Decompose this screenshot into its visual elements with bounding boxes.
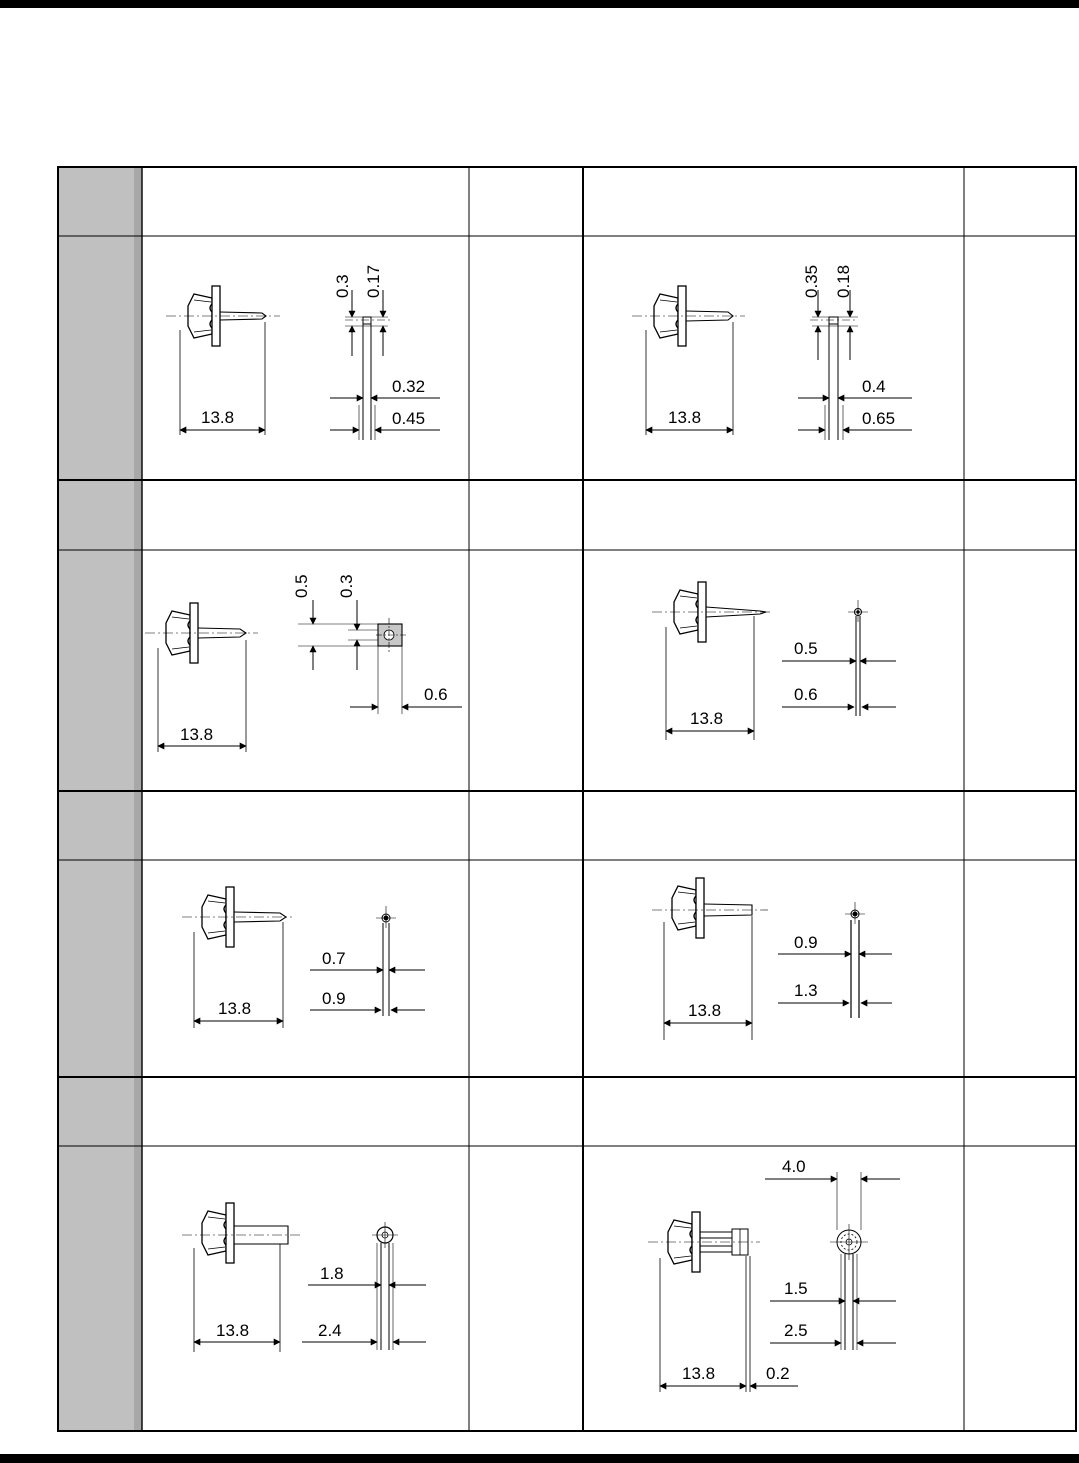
dim-label: 0.9 xyxy=(794,933,818,952)
dim-label: 0.2 xyxy=(766,1364,790,1383)
dim-label: 0.9 xyxy=(322,989,346,1008)
dim-label: 0.6 xyxy=(424,685,448,704)
label-column xyxy=(58,167,142,1431)
dim-length: 13.8 xyxy=(682,1364,716,1383)
dim-label: 0.5 xyxy=(794,639,818,658)
dim-length: 13.8 xyxy=(180,725,214,744)
tip-dims-1 xyxy=(201,265,425,428)
dim-label: 1.5 xyxy=(784,1279,808,1298)
dim-label: 0.3 xyxy=(337,574,356,598)
dim-label: 2.5 xyxy=(784,1321,808,1340)
tip-dims-6 xyxy=(688,933,818,1020)
tip-dims-8 xyxy=(682,1157,808,1383)
dim-length: 13.8 xyxy=(668,408,702,427)
dim-length: 13.8 xyxy=(688,1001,722,1020)
tip-dims-5 xyxy=(218,949,346,1018)
tip-dims-2 xyxy=(668,265,895,428)
dim-length: 13.8 xyxy=(690,709,724,728)
dim-label: 4.0 xyxy=(782,1157,806,1176)
tip-drawing-8 xyxy=(648,1172,900,1392)
dim-label: 0.17 xyxy=(364,264,383,298)
dim-label: 0.65 xyxy=(862,409,896,428)
dim-label: 0.3 xyxy=(333,274,352,298)
bottom-rule xyxy=(0,1454,1079,1463)
dim-label: 2.4 xyxy=(318,1321,342,1340)
dim-length: 13.8 xyxy=(218,999,252,1018)
tip-dims-3 xyxy=(180,574,448,744)
dim-label: 0.35 xyxy=(802,264,821,298)
dim-length: 13.8 xyxy=(216,1321,250,1340)
dim-label: 1.3 xyxy=(794,981,818,1000)
dim-label: 1.8 xyxy=(320,1264,344,1283)
dim-length: 13.8 xyxy=(201,408,235,427)
dim-label: 0.32 xyxy=(392,377,426,396)
dim-label: 0.5 xyxy=(292,574,311,598)
dim-label: 0.18 xyxy=(834,264,853,298)
dim-label: 0.7 xyxy=(322,949,346,968)
dim-label: 0.45 xyxy=(392,409,426,428)
dim-label: 0.6 xyxy=(794,685,818,704)
dim-label: 0.4 xyxy=(862,377,886,396)
tip-drawing-4 xyxy=(652,582,896,740)
